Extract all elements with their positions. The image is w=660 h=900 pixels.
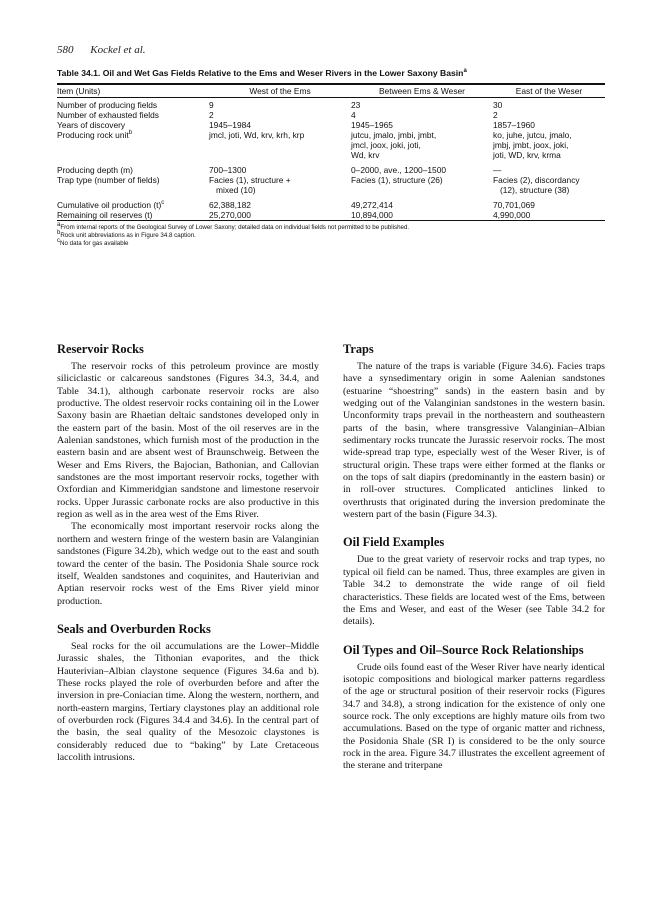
left-column [57, 342, 319, 764]
heading-seals-overburden: Seals and Overburden Rocks [57, 621, 211, 636]
table-row [57, 175, 605, 195]
table-cell: jutcu, jmalo, jmbi, jmbt, jmcl, joox, joki, joti, Wd, krv [351, 130, 437, 160]
paragraph: The economically most important reservoir rocks along the northern and western fringe of the western basin are Valanginian sandstones (Figure 34.2b), which wedge out to the east and south toward the center of the basin. The Posidonia Shale source rock itself, Wealden sandstones and coquinites, and Hauterivian and Aptian reservoir rocks west of the Ems River yield minor production. [57, 521, 319, 607]
table-cell: Cumulative oil production $(t)^c$ [57, 200, 165, 210]
table-cell: — [493, 165, 502, 175]
table-cell: 1945–1965 [351, 120, 393, 130]
table-cell: Trap type (number of fields) [57, 175, 160, 185]
table-cell: 70,701,069 [493, 200, 535, 210]
table-cell: 1857–1960 [493, 120, 535, 130]
table-cell: 2 [209, 110, 214, 120]
table-34-1 [57, 68, 605, 249]
running-head-authors: Kockel et al. [90, 44, 146, 56]
table-cell: Facies (2), discordancy (12), structure (38) [493, 175, 580, 195]
table-footnotes [57, 221, 605, 249]
table-cell: 0–2000, ave., 1200–1500 [351, 165, 447, 175]
paragraph: Seal rocks for the oil accumulations are the Lower–Middle Jurassic shales, the Tithonian evaporites, and the thick Hauterivian–Albian claystone sequence (Figures 34.6a and b). These rocks played the role of overburden before and after the inversion in pre-Coniacian time. Along the western, northern, and north-eastern margins, Tertiary claystones play an additional role of overburden rock (Figures 34.4 and 34.6). In the central part of the basin, the seal quality of the Mesozoic claystones is considerably reduced due to “baking” by Late Cretaceous laccolith intrusions. [57, 640, 319, 763]
table-cell: 23 [351, 100, 361, 110]
table-cell: Producing rock unit$^b$ [57, 130, 133, 140]
table-row [57, 130, 605, 160]
table-row [57, 210, 605, 220]
heading-reservoir-rocks: Reservoir Rocks [57, 342, 144, 356]
heading-traps: Traps [343, 342, 374, 356]
footnote-mark: b [128, 130, 133, 137]
heading-oil-types: Oil Types and Oil–Source Rock Relationships [343, 642, 584, 657]
table-cell: 30 [493, 100, 503, 110]
data-table [57, 85, 605, 220]
table-row [57, 195, 605, 210]
table-cell: 1945–1984 [209, 120, 251, 130]
table-cell: 2 [493, 110, 498, 120]
table-cell: Facies (1), structure (26) [351, 175, 443, 185]
table-cell: jmcl, joti, Wd, krv, krh, krp [209, 130, 305, 140]
footnote-mark: c [161, 200, 165, 207]
table-bottom-rule [57, 220, 605, 221]
paragraph: The nature of the traps is variable (Figure 34.6). Facies traps have a synsedimentary origin in some Aalenian sandstones (estuarine “shoestring” sands) in the eastern basin and by wedging out of the Valanginian sandstones in the western basin. Unconformity traps prevail in the northeastern and southeastern parts of the basin, where transgressive Valanginian–Albian sedimentary rocks truncate the Jurassic reservoir rocks. The most wide-spread trap type, especially west of the Weser River, is of structural origin. These traps were either formed at the flanks or on the tops of salt diapirs (predominantly in the eastern basin) or in roll-over structures. Complicated anticlines linked to overthrusts that originated during the inversion predominate the western part of the basin (Figure 34.3). [343, 361, 605, 521]
paragraph: Due to the great variety of reservoir rocks and trap types, no typical oil field can be named. Thus, three examples are given in Table 34.2 to demonstrate the wide range of oil field characteristics. These fields are located west of the Ems, between the Ems and Weser, and east of the Weser (see Table 34.2 for details). [343, 554, 605, 628]
table-cell: Producing depth (m) [57, 165, 133, 175]
table-cell: 62,388,182 [209, 200, 251, 210]
paragraph: The reservoir rocks of this petroleum province are mostly siliciclastic or calcareous sandstones (Figures 34.3, 34.4, and Table 34.1), although carbonate reservoir rocks are also productive. The oldest reservoir rocks containing oil in the Lower Saxony basin are Rhaetian deltaic sandstones developed only in the eastern part of the basin. Most of the oil reserves are in the Aalenian sandstones, which furnish most of the production in the eastern basin and are absent west of Braunschweig. Between the Weser and Ems Rivers, the Bajocian, Bathonian, and Callovian sandstones are the most important reservoir rocks, together with Oxfordian and Kimmeridgian sandstone and limestone reservoir rocks. Upper Jurassic carbonate rocks are also productive in this region as well as in the area west of the Ems River. [57, 361, 319, 521]
table-cell: 25,270,000 [209, 210, 251, 220]
table-cell: 49,272,414 [351, 200, 393, 210]
table-cell: 10,894,000 [351, 210, 393, 220]
table-cell: 4 [351, 110, 356, 120]
page-header [57, 44, 146, 56]
table-row [57, 98, 605, 111]
table-row [57, 120, 605, 130]
table-row [57, 110, 605, 120]
col-header-east: East of the Weser [493, 85, 605, 98]
table-footnote: $^a$From internal reports of the Geological Survey of Lower Saxony; detailed data on individual fields not permitted to be published. [57, 221, 410, 231]
right-column [343, 342, 605, 773]
col-header-west: West of the Ems [209, 85, 351, 98]
paragraph: Crude oils found east of the Weser River have nearly identical isotopic compositions and biological marker patterns regardless of the age or structural position of their reservoir rocks (Figures 34.7 and 34.8), a strong indication for the existence of only one source rock. The only exceptions are highly mature oils from two accumulations. Based on the type of organic matter and richness, the Posidonia Shale (SR I) is considered to be the only source rock in the area. Figure 34.7 illustrates the excellent agreement of the sterane and triterpane [343, 661, 605, 772]
table-cell: 4,990,000 [493, 210, 531, 220]
col-header-between: Between Ems & Weser [351, 85, 493, 98]
table-footnote: $^c$No data for gas available [57, 238, 129, 248]
table-cell: Number of producing fields [57, 100, 158, 110]
table-title: Table 34.1. Oil and Wet Gas Fields Relative to the Ems and Weser Rivers in the Lower Saxony Basin$^a$ [57, 68, 467, 78]
table-cell: ko, juhe, jutcu, jmalo, jmbj, jmbt, joox, joki, joti, WD, krv, krma [493, 130, 572, 160]
table-cell: Facies (1), structure + mixed (10) [209, 175, 291, 195]
table-cell: 700–1300 [209, 165, 247, 175]
col-header-item: Item (Units) [57, 85, 209, 98]
table-cell: 9 [209, 100, 214, 110]
page-number: 580 [57, 44, 74, 56]
table-footnote: $^b$Rock unit abbreviations as in Figure 34.8 caption. [57, 230, 196, 240]
table-header-row [57, 85, 605, 98]
table-cell: Remaining oil reserves (t) [57, 210, 153, 220]
heading-oil-field-examples: Oil Field Examples [343, 535, 445, 550]
table-title-footnote-mark: a [463, 68, 467, 75]
table-row [57, 160, 605, 175]
table-cell: Number of exhausted fields [57, 110, 159, 120]
table-cell: Years of discovery [57, 120, 126, 130]
table-body [57, 98, 605, 221]
